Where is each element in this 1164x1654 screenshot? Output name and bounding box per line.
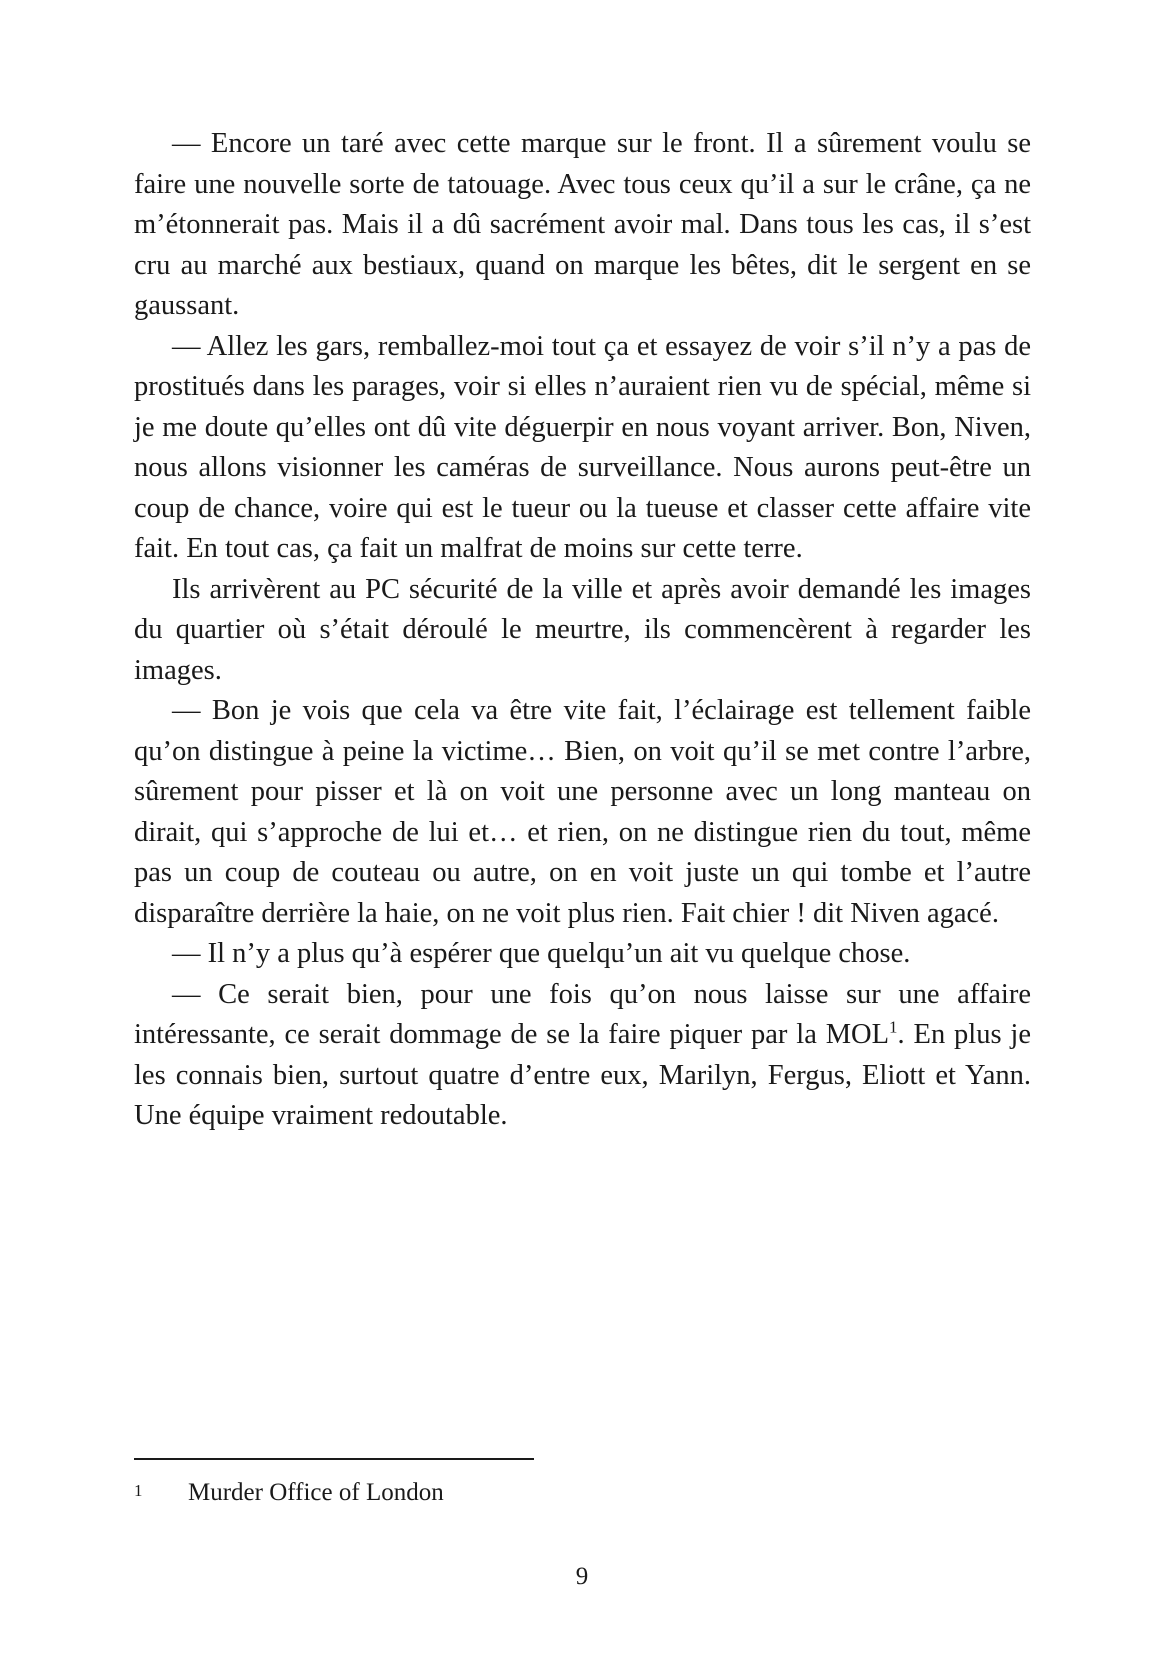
footnote-separator	[134, 1458, 534, 1460]
paragraph-text: — Ce serait bien, pour une fois qu’on nous laisse sur une affaire intéressante, ce serait dommage de se la faire piquer par la MOL	[134, 978, 1031, 1050]
paragraph: — Il n’y a plus qu’à espérer que quelqu’un ait vu quelque chose.	[172, 938, 911, 969]
footnote-text: Murder Office of London	[188, 1479, 444, 1506]
paragraph: — Encore un taré avec cette marque sur le front. Il a sûrement voulu se faire une nouvelle sorte de tatouage. Avec tous ceux qu’il a sur le crâne, ça ne m’étonnerait pas. Mais il a dû sacrément avoir mal. Dans tous les cas, il s’est cru au marché aux bestiaux, quand on marque les bêtes, dit le sergent en se gaussant.	[134, 128, 1031, 321]
paragraph-with-footnote	[134, 975, 1031, 1137]
body-text	[134, 124, 1031, 1137]
footnote-reference: 1	[889, 1017, 898, 1037]
paragraph: Ils arrivèrent au PC sécurité de la ville et après avoir demandé les images du quartier où s’était déroulé le meurtre, ils commencèrent à regarder les images.	[134, 573, 1031, 686]
paragraph: — Bon je vois que cela va être vite fait, l’éclairage est tellement faible qu’on distingue à peine la victime… Bien, on voit qu’il se met contre l’arbre, sûrement pour pisser et là on voit une personne avec un long manteau on dirait, qui s’approche de lui et… et rien, on ne distingue rien du tout, même pas un coup de couteau ou autre, on en voit juste un qui tombe et l’autre disparaître derrière la haie, on ne voit plus rien. Fait chier ! dit Niven agacé.	[134, 695, 1031, 929]
page-number: 9	[575, 1563, 589, 1590]
paragraph-text: . En plus je les connais bien, surtout quatre d’entre eux, Marilyn, Fergus, Eliott et Yann. Une équipe vraiment redoutable.	[134, 1019, 1031, 1131]
footnote-number: 1	[134, 1481, 143, 1500]
paragraph: — Allez les gars, remballez-moi tout ça et essayez de voir s’il n’y a pas de prostitués dans les parages, voir si elles n’auraient rien vu de spécial, même si je me doute qu’elles ont dû vite déguerpir en nous voyant arriver. Bon, Niven, nous allons visionner les caméras de surveillance. Nous aurons peut-être un coup de chance, voire qui est le tueur ou la tueuse et classer cette affaire vite fait. En tout cas, ça fait un malfrat de moins sur cette terre.	[134, 330, 1031, 564]
